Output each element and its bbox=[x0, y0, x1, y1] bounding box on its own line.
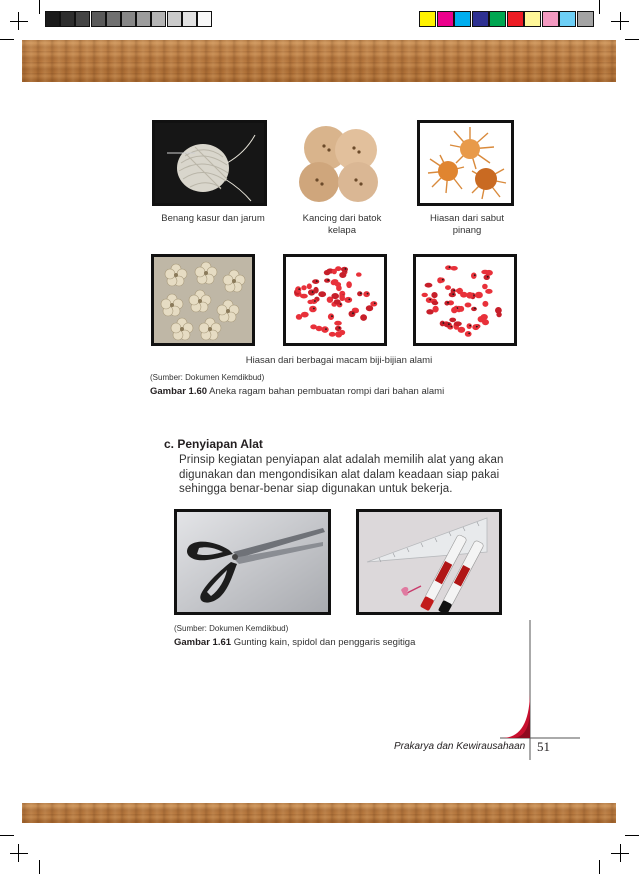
seed-flowers-photo bbox=[151, 254, 255, 346]
red-seed bbox=[466, 292, 473, 299]
red-seed bbox=[472, 324, 479, 330]
red-seed bbox=[426, 297, 433, 303]
seed-dot bbox=[348, 299, 350, 301]
red-seed bbox=[481, 270, 489, 275]
red-seed bbox=[312, 279, 319, 284]
caption-areca-decoration: Hiasan dari sabut pinang bbox=[430, 213, 504, 236]
red-seed bbox=[471, 273, 477, 279]
color-swatch bbox=[577, 11, 594, 27]
color-swatch bbox=[472, 11, 489, 27]
seed-dot bbox=[360, 292, 362, 294]
red-seed bbox=[432, 301, 439, 305]
gray-swatch bbox=[121, 11, 136, 27]
red-seed bbox=[482, 301, 488, 307]
seed-dot bbox=[312, 291, 314, 293]
seed-dot bbox=[469, 325, 471, 327]
red-seed bbox=[331, 293, 339, 299]
red-seed bbox=[335, 282, 341, 287]
red-seed bbox=[335, 326, 342, 331]
seed-dot bbox=[429, 299, 431, 301]
red-seed bbox=[313, 287, 318, 294]
color-swatch bbox=[559, 11, 576, 27]
caption-yarn: Benang kasur dan jarum bbox=[161, 213, 265, 224]
figure-label-161: Gambar 1.61 bbox=[174, 637, 232, 648]
seed-dot bbox=[487, 276, 489, 278]
red-seed bbox=[482, 319, 489, 325]
color-swatch bbox=[454, 11, 471, 27]
areca-fiber-decoration-photo bbox=[417, 120, 514, 206]
section-heading: c. Penyiapan Alat bbox=[164, 437, 263, 451]
seed-dot bbox=[327, 279, 329, 281]
red-seed bbox=[451, 307, 457, 313]
red-seed bbox=[475, 292, 483, 299]
seed-dot bbox=[448, 323, 450, 325]
caption-seed-decorations: Hiasan dari berbagai macam biji-bijian alami bbox=[245, 355, 433, 366]
red-seed bbox=[370, 301, 377, 306]
red-seed bbox=[456, 288, 463, 293]
section-paragraph bbox=[179, 453, 539, 497]
seed-dot bbox=[476, 326, 478, 328]
gray-swatch bbox=[60, 11, 75, 27]
red-seed bbox=[339, 295, 345, 301]
color-swatch bbox=[542, 11, 559, 27]
coconut-shell-buttons-photo bbox=[294, 120, 387, 206]
red-seed bbox=[339, 272, 346, 278]
red-seed bbox=[451, 288, 456, 293]
markers-and-triangle-ruler-photo bbox=[356, 509, 502, 615]
gray-swatch bbox=[182, 11, 197, 27]
red-seed bbox=[495, 307, 502, 314]
red-seed bbox=[329, 332, 336, 337]
red-seed bbox=[334, 299, 341, 304]
red-seed bbox=[484, 275, 490, 280]
red-seed bbox=[318, 291, 326, 297]
color-swatch bbox=[524, 11, 541, 27]
page-number: 51 bbox=[537, 739, 550, 754]
seed-dot bbox=[325, 328, 327, 330]
figure-source-160: (Sumber: Dokumen Kemdikbud) bbox=[150, 373, 265, 382]
seed-dot bbox=[298, 288, 300, 290]
red-seed bbox=[450, 266, 457, 271]
red-seeds-photo-1 bbox=[283, 254, 387, 346]
yarn-ball-with-needle-photo bbox=[152, 120, 267, 206]
red-seed bbox=[471, 307, 477, 311]
red-seed bbox=[465, 331, 472, 337]
red-seed bbox=[449, 318, 456, 323]
red-seed bbox=[332, 269, 337, 275]
red-seed bbox=[339, 330, 345, 335]
seed-dot bbox=[316, 280, 318, 282]
seed-dot bbox=[352, 312, 354, 314]
red-seed bbox=[349, 311, 356, 317]
red-seed bbox=[458, 327, 466, 333]
seed-dot bbox=[331, 315, 333, 317]
red-seed bbox=[346, 281, 352, 288]
bottom-wood-banner bbox=[22, 803, 616, 823]
red-seed bbox=[482, 284, 488, 290]
seed-dot bbox=[453, 290, 455, 292]
seed-dot bbox=[452, 293, 454, 295]
red-seed bbox=[328, 313, 334, 320]
red-seed bbox=[363, 291, 370, 297]
red-seed bbox=[444, 301, 449, 306]
red-seed bbox=[321, 326, 328, 333]
red-seed bbox=[431, 292, 437, 298]
seed-dot bbox=[367, 293, 369, 295]
gray-swatch bbox=[136, 11, 151, 27]
red-seed bbox=[344, 297, 352, 303]
seed-dot bbox=[449, 266, 451, 268]
red-seed bbox=[360, 314, 367, 321]
red-seed bbox=[422, 293, 428, 297]
red-seeds-photo-2 bbox=[413, 254, 517, 346]
red-seed bbox=[357, 291, 362, 296]
red-seed bbox=[334, 321, 342, 326]
red-seed bbox=[444, 322, 452, 328]
paragraph-line: digunakan dan mengondisikan alat dalam keadaan siap pakai bbox=[179, 468, 500, 481]
gray-swatch bbox=[197, 11, 212, 27]
seed-dot bbox=[447, 302, 449, 304]
red-seed bbox=[356, 272, 362, 276]
seed-dot bbox=[338, 327, 340, 329]
red-seed bbox=[295, 286, 301, 293]
figure-text-161: Gunting kain, spidol dan penggaris segitiga bbox=[233, 637, 416, 648]
color-swatch bbox=[489, 11, 506, 27]
color-swatch bbox=[419, 11, 436, 27]
seed-dot bbox=[474, 274, 476, 276]
red-seed bbox=[301, 312, 309, 318]
seed-dot bbox=[474, 308, 476, 310]
red-seed bbox=[445, 285, 451, 290]
paragraph-line: Prinsip kegiatan penyiapan alat adalah memilih alat yang akan bbox=[179, 454, 504, 466]
figure-source-161: (Sumber: Dokumen Kemdikbud) bbox=[174, 624, 289, 633]
red-seed bbox=[301, 285, 306, 290]
red-seed bbox=[366, 305, 373, 311]
figure-label-160: Gambar 1.60 bbox=[150, 386, 208, 397]
top-wood-banner bbox=[22, 40, 616, 82]
figure-text-160: Aneka ragam bahan pembuatan rompi dari bahan alami bbox=[209, 386, 445, 397]
red-seed bbox=[324, 278, 330, 282]
figure-caption-161 bbox=[174, 637, 415, 648]
seed-dot bbox=[313, 308, 315, 310]
seed-dot bbox=[374, 302, 376, 304]
red-seed bbox=[433, 306, 439, 313]
red-seed bbox=[425, 283, 433, 288]
seed-dot bbox=[468, 333, 470, 335]
seed-dot bbox=[314, 300, 316, 302]
red-seed bbox=[481, 314, 488, 320]
gray-swatch bbox=[91, 11, 106, 27]
red-seed bbox=[309, 306, 317, 313]
seed-dot bbox=[340, 303, 342, 305]
paragraph-line: sehingga benar-benar siap digunakan untuk bekerja. bbox=[179, 483, 453, 495]
scissors-photo bbox=[174, 509, 331, 615]
red-seed bbox=[307, 283, 312, 289]
color-swatch bbox=[507, 11, 524, 27]
seed-dot bbox=[443, 322, 445, 324]
red-seed bbox=[439, 278, 445, 283]
footer-book-title: Prakarya dan Kewirausahaan bbox=[394, 741, 526, 752]
red-seed bbox=[465, 303, 472, 308]
gray-swatch bbox=[75, 11, 90, 27]
seed-dot bbox=[442, 279, 444, 281]
gray-swatch bbox=[106, 11, 121, 27]
figure-caption-160 bbox=[150, 386, 444, 397]
gray-swatch bbox=[45, 11, 60, 27]
seed-dot bbox=[345, 268, 347, 270]
red-seed bbox=[485, 289, 492, 294]
red-seed bbox=[311, 299, 318, 304]
gray-swatch bbox=[167, 11, 182, 27]
gray-swatch bbox=[151, 11, 166, 27]
red-seed bbox=[316, 326, 323, 331]
red-seed bbox=[341, 267, 348, 272]
red-seed bbox=[467, 323, 472, 329]
color-swatch bbox=[437, 11, 454, 27]
red-seed bbox=[454, 321, 462, 326]
caption-coconut-buttons: Kancing dari batok kelapa bbox=[302, 213, 382, 236]
